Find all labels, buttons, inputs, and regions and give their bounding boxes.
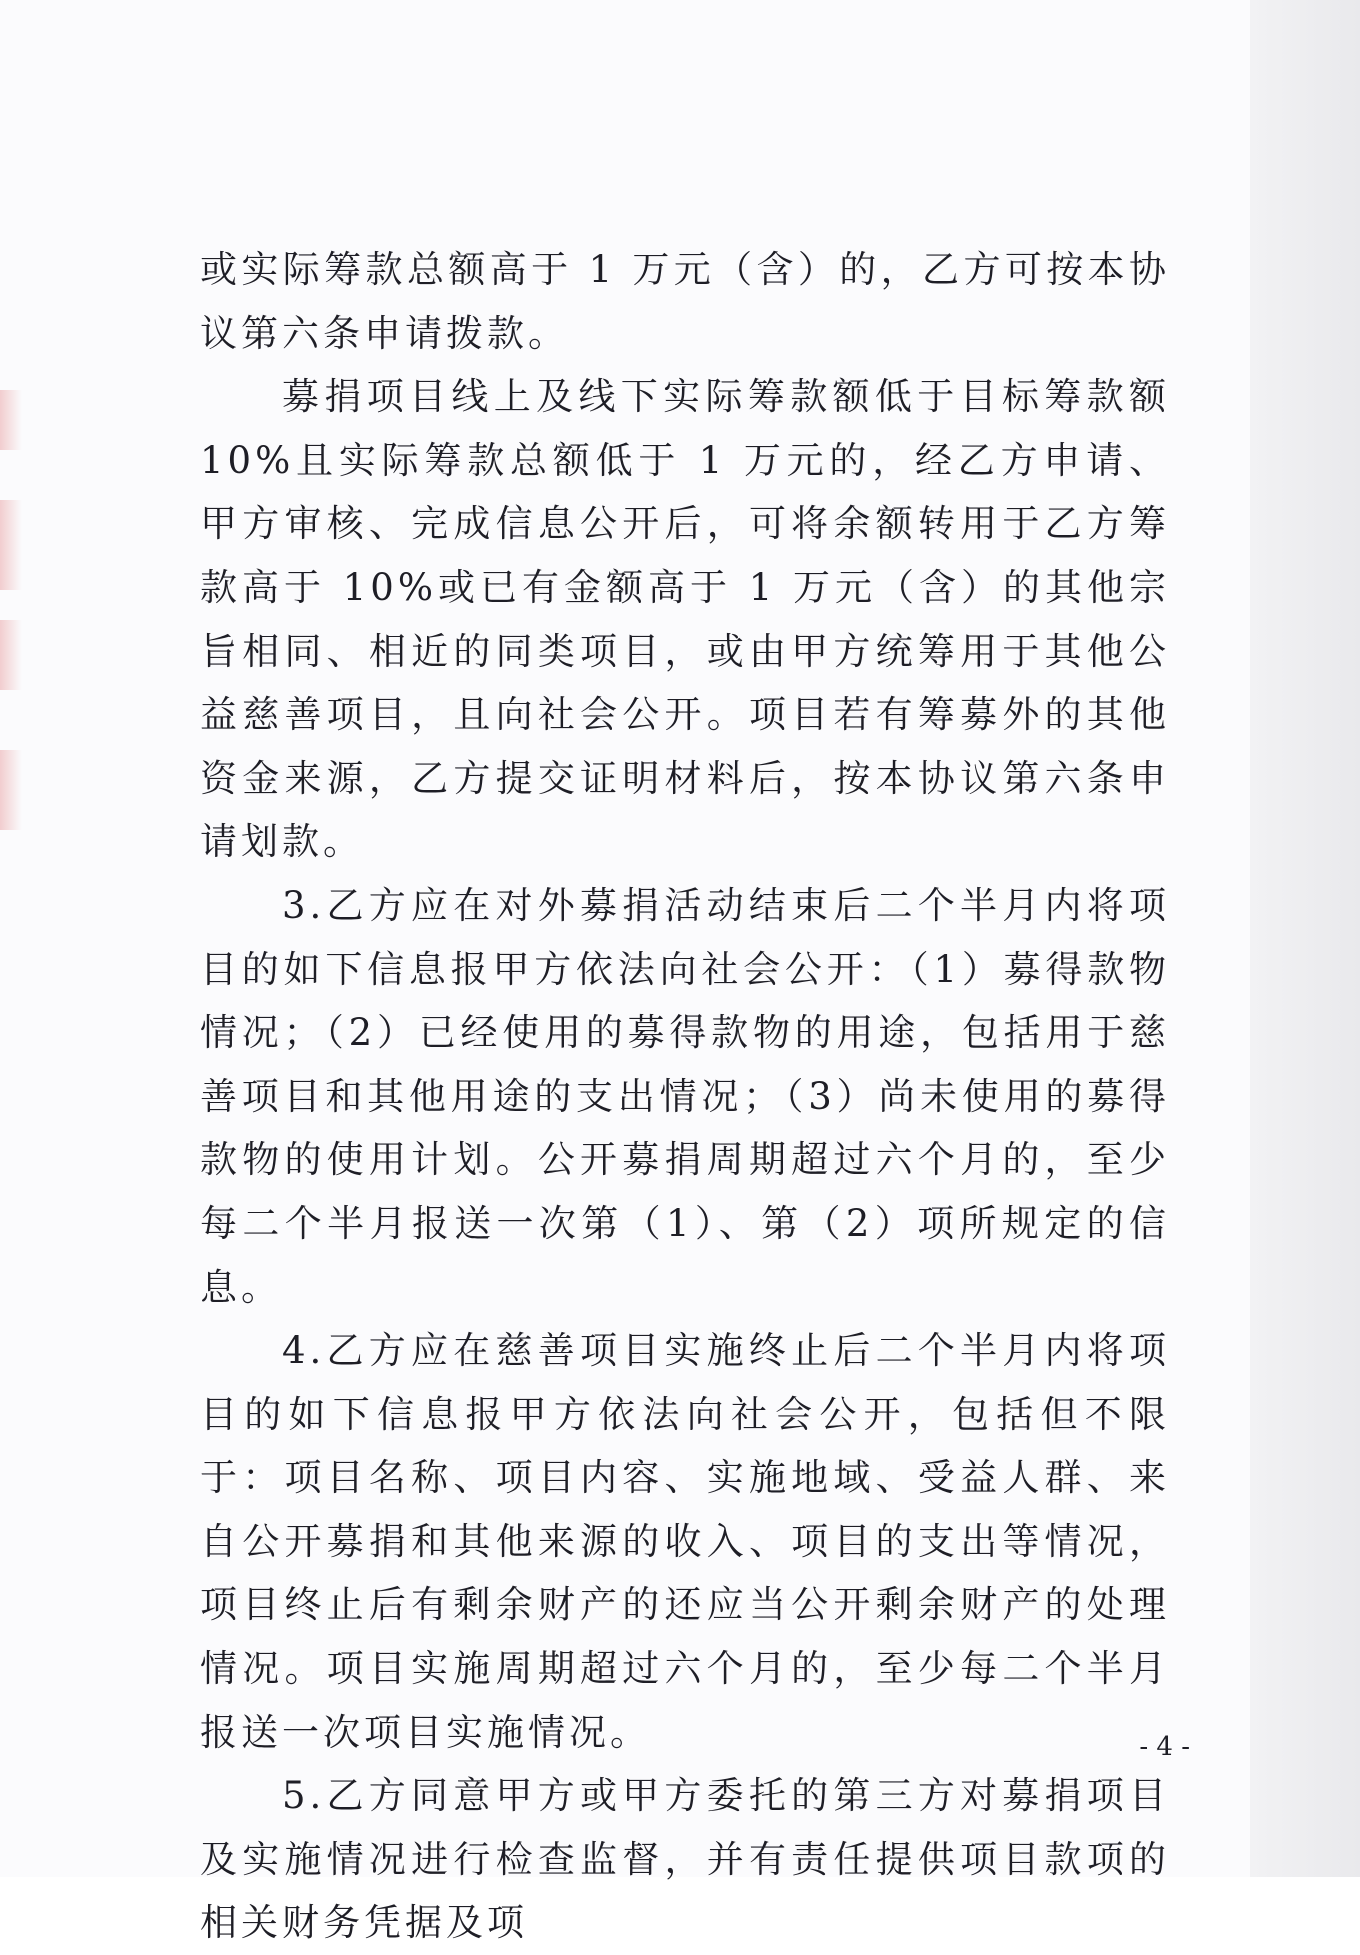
seal-bleed-mark — [0, 390, 22, 450]
page-number: - 4 - — [1139, 1732, 1190, 1762]
scan-edge-shadow — [1250, 0, 1360, 1877]
paragraph-clause-3: 3.乙方应在对外募捐活动结束后二个半月内将项目的如下信息报甲方依法向社会公开：（1）募得款物情况；（2）已经使用的募得款物的用途，包括用于慈善项目和其他用途的支出情况；（3）尚未使用的募得款物的使用计划。公开募捐周期超过六个月的，至少每二个半月报送一次第（1）、第（2）项所规定的信息。 — [200, 883, 1170, 1309]
paragraph-clause-4: 4.乙方应在慈善项目实施终止后二个半月内将项目的如下信息报甲方依法向社会公开，包括但不限于：项目名称、项目内容、实施地域、受益人群、来自公开募捐和其他来源的收入、项目的支出等情况，项目终止后有剩余财产的还应当公开剩余财产的处理情况。项目实施周期超过六个月的，至少每二个半月报送一次项目实施情况。 — [200, 1329, 1170, 1754]
paragraph-clause-5: 5.乙方同意甲方或甲方委托的第三方对募捐项目及实施情况进行检查监督，并有责任提供项目款项的相关财务凭据及项 — [200, 1774, 1170, 1945]
seal-bleed-mark — [0, 750, 22, 830]
seal-bleed-mark — [0, 500, 22, 590]
body-text — [200, 238, 1170, 1955]
seal-bleed-mark — [0, 620, 22, 690]
paragraph-fund-transfer: 募捐项目线上及线下实际筹款额低于目标筹款额 10%且实际筹款总额低于 1 万元的，经乙方申请、甲方审核、完成信息公开后，可将余额转用于乙方筹款高于 10%或已有金额高于 1 万元（含）的其他宗旨相同、相近的同类项目，或由甲方统筹用于其他公益慈善项目，且向社会公开。项目若有筹募外的其他资金来源，乙方提交证明材料后，按本协议第六条申请划款。 — [200, 375, 1170, 864]
paragraph-continuation: 或实际筹款总额高于 1 万元（含）的，乙方可按本协议第六条申请拨款。 — [200, 248, 1170, 355]
